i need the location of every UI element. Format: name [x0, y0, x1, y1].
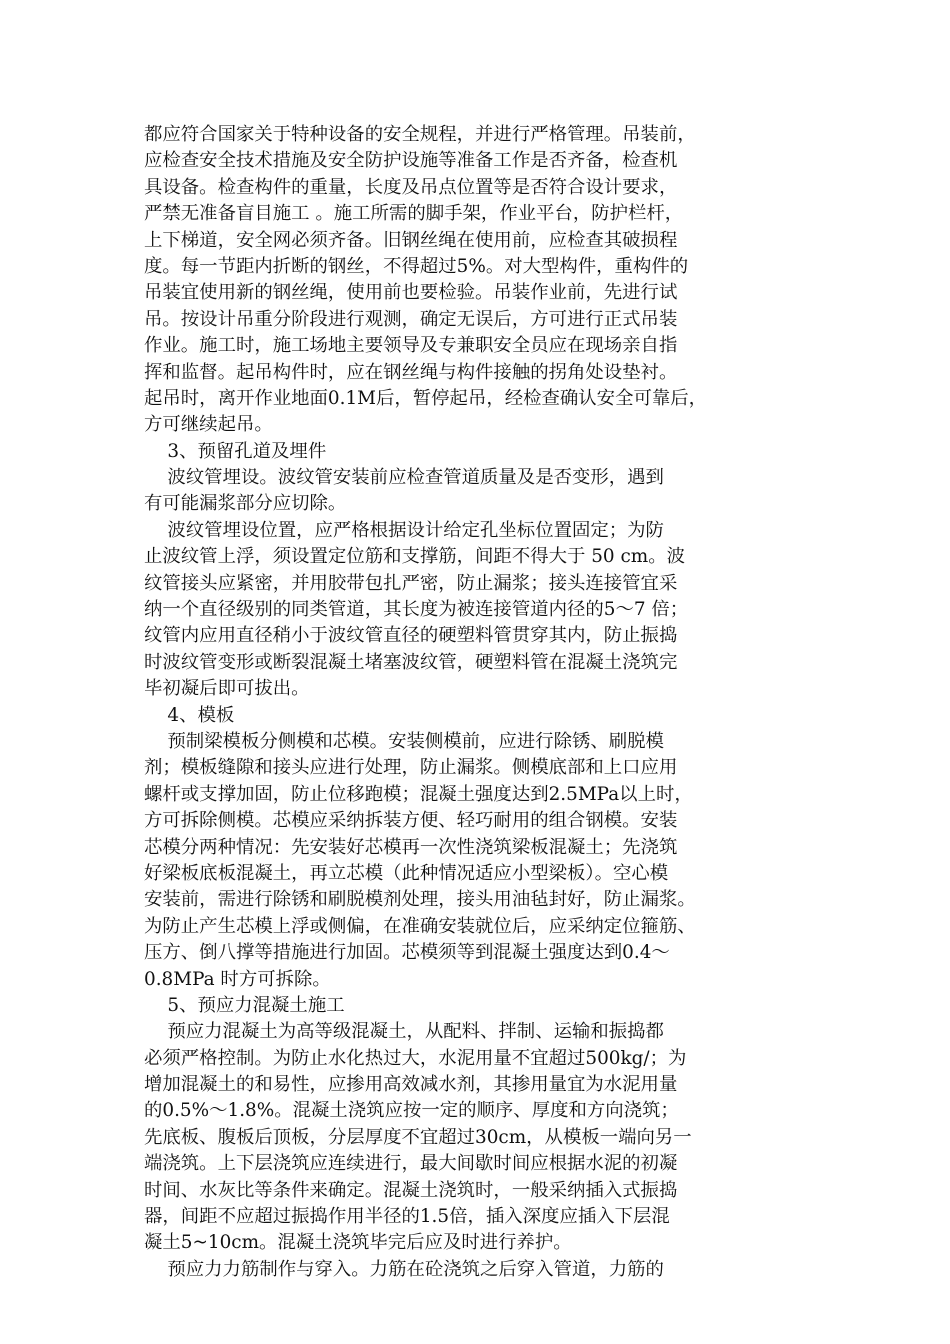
text-line: 度。每一节距内折断的钢丝，不得超过5%。对大型构件，重构件的: [144, 255, 689, 277]
text-line: 预应力力筋制作与穿入。力筋在砼浇筑之后穿入管道，力筋的: [144, 1258, 664, 1280]
text-line: 纹管接头应紧密，并用胶带包扎严密，防止漏浆；接头连接管宜采: [144, 572, 678, 594]
text-line: 止波纹管上浮，须设置定位筋和支撑筋，间距不得大于 50 cm。波: [144, 546, 685, 568]
text-line: 方可拆除侧模。芯模应采纳拆装方便、轻巧耐用的组合钢模。安装: [144, 810, 678, 832]
text-line: 必须严格控制。为防止水化热过大，水泥用量不宜超过500kg/；为: [144, 1047, 687, 1069]
text-line: 起吊时，离开作业地面0.1M后，暂停起吊，经检查确认安全可靠后，: [144, 387, 708, 409]
text-line: 纳一个直径级别的同类管道，其长度为被连接管道内径的5～7 倍；: [144, 599, 689, 621]
text-line: 方可继续起吊。: [144, 414, 273, 436]
section-heading: 4、模板: [144, 704, 235, 726]
text-line: 先底板、腹板后顶板，分层厚度不宜超过30cm，从模板一端向另一: [144, 1126, 692, 1148]
text-line: 纹管内应用直径稍小于波纹管直径的硬塑料管贯穿其内，防止振捣: [144, 625, 678, 647]
text-line: 剂；模板缝隙和接头应进行处理，防止漏浆。侧模底部和上口应用: [144, 757, 678, 779]
text-line: 安装前，需进行除锈和刷脱模剂处理，接头用油毡封好，防止漏浆。: [144, 889, 696, 911]
document-body: [144, 122, 812, 1283]
text-line: 应检查安全技术措施及安全防护设施等准备工作是否齐备，检查机: [144, 150, 678, 172]
text-line: 作业。施工时，施工场地主要领导及专兼职安全员应在现场亲自指: [144, 335, 678, 357]
text-line: 都应符合国家关于特种设备的安全规程，并进行严格管理。吊装前，: [144, 124, 696, 145]
text-line: 凝土5~10cm。混凝土浇筑毕完后应及时进行养护。: [144, 1232, 572, 1254]
text-line: 上下梯道，安全网必须齐备。旧钢丝绳在使用前，应检查其破损程: [144, 229, 678, 251]
text-line: 0.8MPa 时方可拆除。: [144, 968, 331, 990]
text-line: 好梁板底板混凝土，再立芯模（此种情况适应小型梁板）。空心模: [144, 862, 669, 884]
text-line: 螺杆或支撑加固，防止位移跑模；混凝土强度达到2.5MPa以上时，: [144, 783, 693, 805]
text-line: 波纹管埋设位置，应严格根据设计给定孔坐标位置固定；为防: [144, 519, 664, 541]
text-line: 波纹管埋设。波纹管安装前应检查管道质量及是否变形，遇到: [144, 467, 664, 489]
text-line: 预制梁模板分侧模和芯模。安装侧模前，应进行除锈、刷脱模: [144, 730, 664, 752]
text-line: 吊装宜使用新的钢丝绳，使用前也要检验。吊装作业前，先进行试: [144, 282, 678, 304]
text-line: 芯模分两种情况：先安装好芯模再一次性浇筑梁板混凝土；先浇筑: [144, 836, 678, 858]
text-line: 为防止产生芯模上浮或侧偏，在准确安装就位后，应采纳定位箍筋、: [144, 915, 696, 937]
text-line: 增加混凝土的和易性，应掺用高效减水剂，其掺用量宜为水泥用量: [144, 1074, 678, 1096]
text-line: 的0.5%～1.8%。混凝土浇筑应按一定的顺序、厚度和方向浇筑；: [144, 1100, 679, 1122]
text-line: 具设备。检查构件的重量，长度及吊点位置等是否符合设计要求，: [144, 176, 678, 198]
text-line: 有可能漏浆部分应切除。: [144, 493, 347, 515]
text-line: 预应力混凝土为高等级混凝土，从配料、拌制、运输和振捣都: [144, 1021, 664, 1043]
text-line: 器，间距不应超过振捣作用半径的1.5倍，插入深度应插入下层混: [144, 1206, 670, 1228]
text-line: 压方、倒八撑等措施进行加固。芯模须等到混凝土强度达到0.4～: [144, 942, 670, 964]
text-line: 时波纹管变形或断裂混凝土堵塞波纹管，硬塑料管在混凝土浇筑完: [144, 651, 678, 673]
text-line: 吊。按设计吊重分阶段进行观测，确定无误后，方可进行正式吊装: [144, 308, 678, 330]
text-line: 端浇筑。上下层浇筑应连续进行，最大间歇时间应根据水泥的初凝: [144, 1153, 678, 1175]
text-line: 毕初凝后即可拔出。: [144, 678, 310, 700]
text-line: 时间、水灰比等条件来确定。混凝土浇筑时，一般采纳插入式振捣: [144, 1179, 678, 1201]
section-heading: 3、预留孔道及埋件: [144, 440, 327, 462]
section-heading: 5、预应力混凝土施工: [144, 994, 345, 1016]
text-line: 严禁无准备盲目施工 。施工所需的脚手架，作业平台，防护栏杆，: [144, 203, 684, 225]
text-line: 挥和监督。起吊构件时，应在钢丝绳与构件接触的拐角处设垫衬。: [144, 361, 678, 383]
